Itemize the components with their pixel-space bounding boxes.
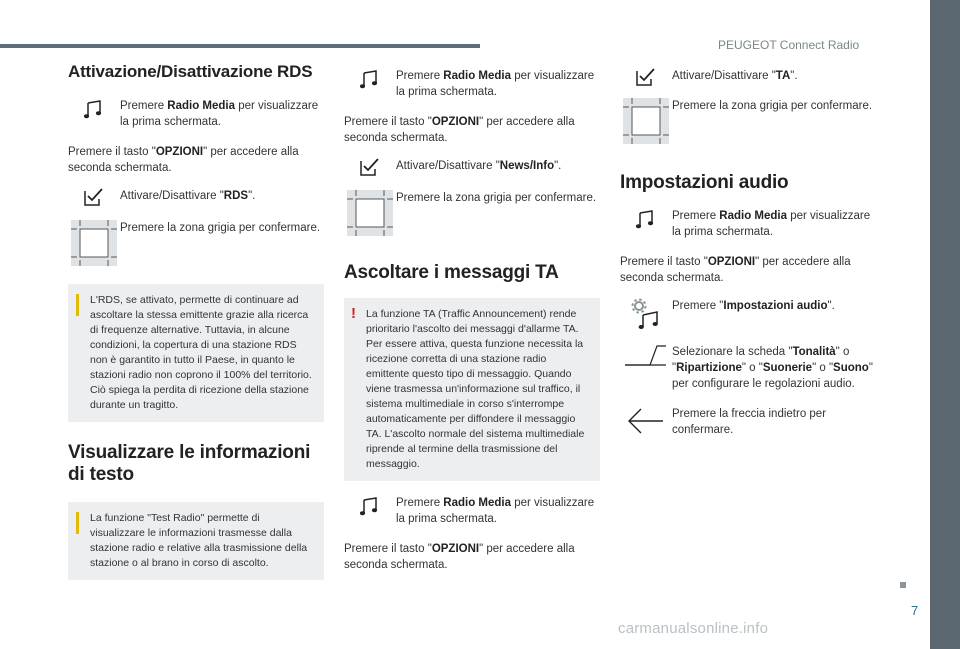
step-grey-zone bbox=[68, 220, 324, 266]
note-text: La funzione TA (Traffic Announcement) rende prioritario l'ascolto dei messaggi d'allarme TA. Per essere attiva, questa funzione necessita la ricezione corretta di una stazione radio emittente questo tipo di messaggio. Quando viene trasmessa un'informazione sul traffico, il sistema multimediale in corso s'interrompe automaticamente per diffondere il messaggio TA. L'ascolto normale del sistema multimediale riprende al termine della trasmissione del messaggio. bbox=[366, 308, 585, 470]
info-bar-icon bbox=[76, 294, 79, 316]
option-name: RDS bbox=[223, 190, 249, 202]
section-title-text-info: Visualizzare le informazioni di testo bbox=[68, 442, 311, 485]
text: Premere bbox=[396, 497, 444, 509]
step-radio-media bbox=[344, 495, 600, 527]
step-text: Premere la zona grigia per confermare. bbox=[672, 100, 873, 112]
button-name: Radio Media bbox=[443, 497, 512, 509]
note-text: La funzione "Test Radio" permette di visualizzare le informazioni trasmesse dalla stazione radio e relative alla trasmissione della stazione o al brano in corso di ascolto. bbox=[90, 512, 308, 569]
text: Premere il tasto " bbox=[344, 116, 432, 128]
text: " o " bbox=[812, 362, 834, 374]
end-marker bbox=[900, 582, 906, 588]
step-text: Premere la zona grigia per confermare. bbox=[396, 192, 597, 204]
option-name: News/Info bbox=[499, 160, 555, 172]
music-note-icon bbox=[344, 68, 396, 90]
section-title-ta: Ascoltare i messaggi TA bbox=[344, 262, 559, 283]
text: ". bbox=[554, 160, 562, 172]
settings-music-icon bbox=[620, 298, 672, 330]
text: Attivare/Disattivare " bbox=[672, 70, 776, 82]
step-radio-media bbox=[344, 68, 600, 100]
text: Premere il tasto " bbox=[620, 256, 708, 268]
info-bar-icon bbox=[76, 512, 79, 534]
column-2 bbox=[344, 62, 600, 573]
step-audio-settings bbox=[620, 298, 876, 330]
checkbox-icon bbox=[68, 188, 120, 206]
button-name: Radio Media bbox=[443, 70, 512, 82]
page-number: 7 bbox=[911, 603, 919, 618]
section-title-audio: Impostazioni audio bbox=[620, 172, 789, 193]
tab-name: Tonalità bbox=[792, 346, 836, 358]
music-note-icon bbox=[344, 495, 396, 517]
step-toggle-news bbox=[344, 158, 600, 176]
paragraph-options bbox=[344, 541, 600, 573]
text: ". bbox=[248, 190, 256, 202]
warning-icon: ! bbox=[351, 305, 356, 322]
text: per visualizzare la prima schermata. bbox=[396, 70, 595, 98]
info-note-text-radio bbox=[68, 502, 324, 580]
text: Premere bbox=[396, 70, 444, 82]
button-name: Radio Media bbox=[167, 100, 236, 112]
text: " o " bbox=[741, 362, 763, 374]
paragraph-options bbox=[344, 114, 600, 146]
tab-name: Ripartizione bbox=[676, 362, 742, 374]
text: Selezionare la scheda " bbox=[672, 346, 793, 358]
grey-zone-icon bbox=[344, 190, 396, 236]
step-back-arrow bbox=[620, 406, 876, 438]
step-toggle-rds bbox=[68, 188, 324, 206]
grey-zone-icon bbox=[68, 220, 120, 266]
text: ". bbox=[790, 70, 798, 82]
step-grey-zone bbox=[344, 190, 600, 236]
page-header-title: PEUGEOT Connect Radio bbox=[718, 38, 860, 52]
button-name: OPZIONI bbox=[431, 116, 480, 128]
step-grey-zone bbox=[620, 98, 876, 144]
text: Premere bbox=[120, 100, 168, 112]
button-name: OPZIONI bbox=[431, 543, 480, 555]
music-note-icon bbox=[68, 98, 120, 120]
column-3 bbox=[620, 62, 876, 438]
note-text: L'RDS, se attivato, permette di continuare ad ascoltare la stessa emittente grazie alla ricerca di frequenze alternative. Tuttavia, in alcune condizioni, la copertura di una stazione RDS non è garantito in tutto il Paese, in quanto le stazioni radio non coprono il 100% del territorio. Ciò spiega la perdita di ricezione della stazione durante un tragitto. bbox=[90, 294, 312, 411]
button-name: OPZIONI bbox=[707, 256, 756, 268]
button-name: Radio Media bbox=[719, 210, 788, 222]
text: Premere il tasto " bbox=[68, 146, 156, 158]
option-name: TA bbox=[775, 70, 791, 82]
tab-name: Suono bbox=[833, 362, 869, 374]
tab-icon bbox=[620, 344, 672, 366]
grey-zone-icon bbox=[620, 98, 672, 144]
side-strip bbox=[930, 0, 960, 649]
step-text: Premere la zona grigia per confermare. bbox=[120, 222, 321, 234]
paragraph-options bbox=[620, 254, 876, 286]
checkbox-icon bbox=[344, 158, 396, 176]
text: ". bbox=[827, 300, 835, 312]
text: " per accedere alla seconda schermata. bbox=[344, 116, 575, 144]
step-toggle-ta bbox=[620, 68, 876, 86]
text: per visualizzare la prima schermata. bbox=[672, 210, 871, 238]
text: Premere il tasto " bbox=[344, 543, 432, 555]
text: per visualizzare la prima schermata. bbox=[396, 497, 595, 525]
text: Premere bbox=[672, 210, 720, 222]
step-text: Premere la freccia indietro per confermare. bbox=[672, 408, 827, 436]
text: " per accedere alla seconda schermata. bbox=[344, 543, 575, 571]
checkbox-icon bbox=[620, 68, 672, 86]
text: " per accedere alla seconda schermata. bbox=[68, 146, 299, 174]
text: per visualizzare la prima schermata. bbox=[120, 100, 319, 128]
column-1 bbox=[68, 62, 324, 580]
text: " per configurare le regolazioni audio. bbox=[672, 362, 873, 390]
info-note-rds bbox=[68, 284, 324, 422]
text: Attivare/Disattivare " bbox=[396, 160, 500, 172]
paragraph-options bbox=[68, 144, 324, 176]
option-name: Impostazioni audio bbox=[723, 300, 828, 312]
music-note-icon bbox=[620, 208, 672, 230]
step-radio-media bbox=[68, 98, 324, 130]
header-rule bbox=[0, 44, 480, 48]
watermark: carmanualsonline.info bbox=[618, 620, 769, 637]
back-arrow-icon bbox=[620, 406, 672, 436]
text: Attivare/Disattivare " bbox=[120, 190, 224, 202]
text: Premere " bbox=[672, 300, 724, 312]
text: " per accedere alla seconda schermata. bbox=[620, 256, 851, 284]
section-title-rds: Attivazione/Disattivazione RDS bbox=[68, 62, 313, 81]
warning-note-ta bbox=[344, 298, 600, 481]
text: " o " bbox=[672, 346, 850, 374]
tab-name: Suonerie bbox=[762, 362, 813, 374]
button-name: OPZIONI bbox=[155, 146, 204, 158]
step-radio-media bbox=[620, 208, 876, 240]
step-select-tab bbox=[620, 344, 876, 392]
